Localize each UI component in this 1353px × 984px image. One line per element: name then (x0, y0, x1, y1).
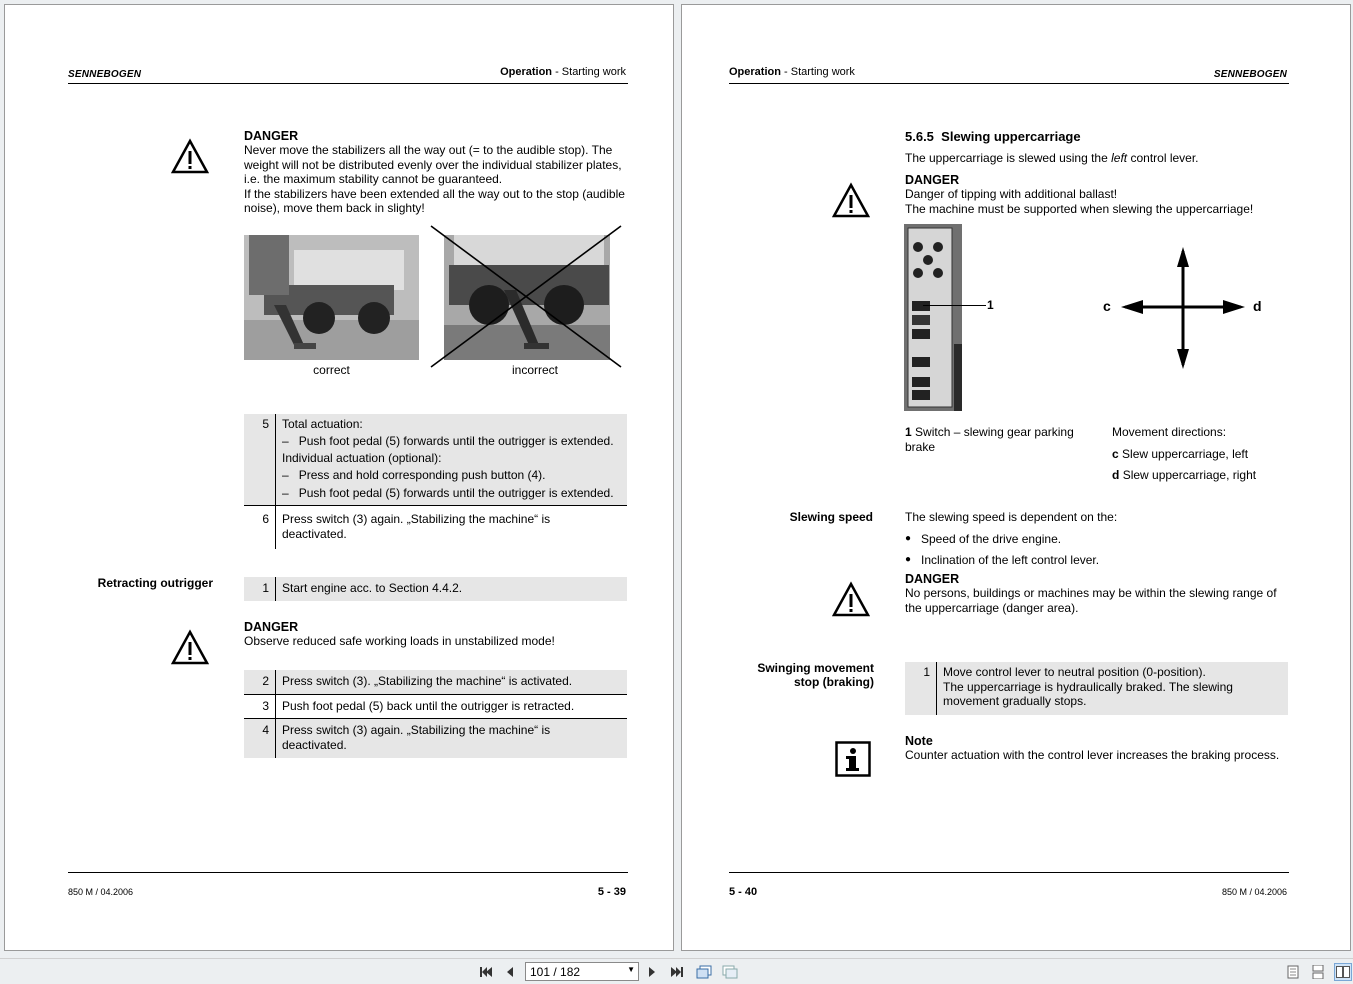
step-text: Push foot pedal (5) back until the outrigger is retracted. (282, 698, 575, 713)
single-page-icon (1287, 965, 1299, 979)
danger-text: Observe reduced safe working loads in unstabilized mode! (244, 634, 555, 648)
sennebogen-logo: SENNEBOGEN (1213, 69, 1287, 80)
step-dash-item: – Push foot pedal (5) forwards until the outrigger is extended. (282, 433, 614, 448)
info-icon (835, 741, 871, 777)
last-page-button[interactable] (668, 963, 686, 981)
section-heading: 5.6.5 Slewing uppercarriage (905, 129, 1081, 144)
step-text: Move control lever to neutral position (0-position). The uppercarriage is hydraulically braked. The slewing movement gradually stops. (943, 665, 1233, 709)
danger-text: Danger of tipping with additional ballast! (905, 187, 1118, 201)
previous-view-icon (696, 965, 712, 979)
danger-line: weight will not be distributed evenly over the individual stabilizer plates, (244, 157, 622, 172)
section-label-swinging-stop: Swinging movement stop (braking) (757, 661, 874, 689)
step-text: Press switch (3) again. „Stabilizing the machine“ is deactivated. (282, 723, 551, 752)
section-intro: The uppercarriage is slewed using the left control lever. (905, 151, 1199, 165)
last-page-icon (670, 966, 684, 978)
header-rule (729, 83, 1289, 84)
header-rule (68, 83, 628, 84)
page-header-title: Operation - Starting work (500, 66, 626, 78)
previous-view-button[interactable] (695, 963, 713, 981)
warning-triangle-icon (171, 138, 209, 174)
danger-line: noise), move them back in slighty! (244, 201, 425, 216)
danger-text: No persons, buildings or machines may be within the slewing range of (905, 586, 1277, 600)
footer-model-date: 850 M / 04.2006 (68, 887, 134, 897)
step-row (905, 662, 1288, 715)
next-page-button[interactable] (643, 963, 661, 981)
previous-page-button[interactable] (501, 963, 519, 981)
callout-number: 1 (987, 298, 994, 312)
note-block (905, 734, 1297, 763)
first-page-button[interactable] (477, 963, 495, 981)
danger-heading: DANGER (244, 620, 299, 634)
viewer-toolbar (0, 958, 1353, 984)
continuous-page-icon (1312, 965, 1324, 979)
step-row (244, 414, 627, 505)
steps-table-retract (244, 670, 627, 758)
note-text: Counter actuation with the control lever increases the braking process. (905, 748, 1280, 762)
legend-item-c: c Slew uppercarriage, left (1112, 446, 1249, 461)
direction-label-d: d (1253, 298, 1262, 314)
danger-block-slewing-range (905, 572, 1295, 615)
page-number: 5 - 40 (729, 886, 758, 898)
warning-triangle-icon (832, 581, 870, 617)
footer-rule (729, 872, 1289, 873)
legend-title: Movement directions: (1112, 425, 1227, 439)
section-label-slewing-speed: Slewing speed (789, 510, 873, 524)
step-number: 1 (244, 577, 276, 601)
step-row (244, 718, 627, 758)
page-number: 5 - 39 (597, 886, 626, 898)
cross-out-mark (429, 224, 623, 369)
step-number: 3 (244, 695, 276, 719)
footer-model-date: 850 M / 04.2006 (1221, 887, 1287, 897)
danger-block-unstabilized (244, 620, 629, 649)
section-label-retracting: Retracting outrigger (97, 576, 213, 590)
note-heading: Note (905, 734, 933, 748)
step-row (244, 670, 627, 694)
page-number-value: 101 / 182 (530, 965, 581, 979)
pdf-page-right (681, 4, 1351, 951)
step-row (244, 694, 627, 719)
step-dash-item: – Push foot pedal (5) forwards until the outrigger is extended. (282, 486, 614, 501)
step-text: Total actuation: (282, 417, 363, 431)
danger-heading: DANGER (905, 173, 960, 187)
slewing-speed-block (905, 510, 1295, 568)
callout-line (923, 305, 986, 306)
step-row (244, 505, 627, 549)
photo-stabilizer-correct (244, 235, 419, 360)
danger-text: The machine must be supported when slewing the uppercarriage! (905, 201, 1254, 216)
direction-label-c: c (1103, 298, 1111, 314)
danger-heading: DANGER (244, 129, 299, 143)
legend-switch: 1 Switch – slewing gear parking brake (905, 425, 1074, 454)
page-number-field[interactable] (525, 962, 639, 981)
danger-line: Never move the stabilizers all the way out (= to the audible stop). The (244, 143, 613, 157)
step-number: 6 (244, 506, 276, 549)
step-row (244, 577, 627, 601)
step-dash-item: – Press and hold corresponding push button (4). (282, 467, 546, 482)
page-header-title: Operation - Starting work (729, 66, 855, 78)
danger-heading: DANGER (905, 572, 960, 586)
danger-line: If the stabilizers have been extended all the way out to the stop (audible (244, 186, 625, 201)
legend-item-d: d Slew uppercarriage, right (1112, 468, 1257, 483)
footer-rule (68, 872, 628, 873)
next-page-icon (647, 966, 657, 978)
list-item: ● Speed of the drive engine. (905, 531, 1062, 546)
step-text: Press switch (3) again. „Stabilizing the machine“ is deactivated. (282, 511, 551, 541)
continuous-view-button[interactable] (1309, 963, 1327, 981)
legend-movement-directions (1112, 425, 1302, 483)
danger-line: i.e. the maximum stability cannot be guaranteed. (244, 172, 503, 187)
first-page-icon (479, 966, 493, 978)
step-number: 1 (905, 662, 937, 715)
caption-incorrect: incorrect (511, 363, 558, 377)
danger-block-stabilizers (244, 129, 629, 216)
pdf-page-left (4, 4, 674, 951)
step-text: Press switch (3). „Stabilizing the machine“ is activated. (282, 674, 573, 688)
danger-text: the uppercarriage (danger area). (905, 600, 1079, 615)
control-panel-photo (904, 224, 962, 411)
next-view-icon (722, 965, 738, 979)
danger-block-tipping (905, 173, 1295, 216)
movement-directions-diagram (1119, 245, 1247, 371)
previous-page-icon (505, 966, 515, 978)
warning-triangle-icon (832, 182, 870, 218)
step-number: 5 (244, 414, 276, 505)
step-text: Start engine acc. to Section 4.4.2. (282, 581, 463, 595)
step-number: 4 (244, 719, 276, 758)
warning-triangle-icon (171, 629, 209, 665)
steps-table-swing-stop (905, 662, 1288, 715)
steps-table-extend (244, 414, 627, 549)
step-text: Individual actuation (optional): (282, 451, 442, 466)
single-page-view-button[interactable] (1284, 963, 1302, 981)
list-item: ● Inclination of the left control lever. (905, 553, 1100, 568)
step-number: 2 (244, 670, 276, 694)
slewing-speed-intro: The slewing speed is dependent on the: (905, 510, 1118, 524)
two-page-icon (1336, 966, 1350, 978)
steps-table-retract-start (244, 577, 627, 601)
sennebogen-logo: SENNEBOGEN (68, 69, 142, 80)
next-view-button[interactable] (721, 963, 739, 981)
caption-correct: correct (313, 363, 350, 377)
two-page-view-button[interactable] (1334, 963, 1352, 981)
dropdown-caret-icon: ▼ (627, 965, 635, 974)
